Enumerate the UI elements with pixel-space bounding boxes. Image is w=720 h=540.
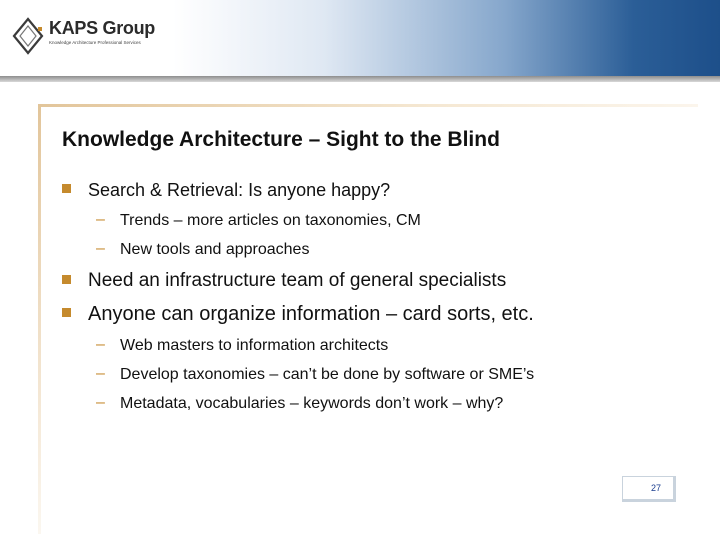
page-number: 27 [650, 483, 661, 493]
bullet-text: Need an infrastructure team of general specialists [88, 270, 507, 291]
square-bullet-icon [62, 308, 71, 317]
sub-bullet-text: Trends – more articles on taxonomies, CM [120, 212, 421, 229]
logo-tagline: Knowledge Architecture Professional Services [49, 40, 141, 45]
sub-bullet-text: New tools and approaches [120, 241, 310, 258]
slide-title: Knowledge Architecture – Sight to the Blind [62, 128, 500, 151]
dash-bullet-icon: – [96, 336, 105, 353]
company-logo [12, 14, 156, 64]
header-rule [0, 76, 720, 82]
square-bullet-icon [62, 184, 71, 193]
square-bullet-icon [62, 275, 71, 284]
dash-bullet-icon: – [96, 365, 105, 382]
sub-bullet-text: Web masters to information architects [120, 337, 389, 354]
sub-bullet-text: Develop taxonomies – can’t be done by software or SME’s [120, 366, 535, 383]
page-number-box [622, 476, 676, 502]
logo-name: KAPS Group [49, 18, 156, 38]
frame-top-rule [38, 104, 698, 107]
bullet-text: Search & Retrieval: Is anyone happy? [88, 180, 391, 200]
dash-bullet-icon: – [96, 211, 105, 228]
logo-mark-icon [12, 16, 46, 56]
frame-left-rule [38, 104, 41, 534]
sub-bullet-text: Metadata, vocabularies – keywords don’t work – why? [120, 395, 504, 412]
dash-bullet-icon: – [96, 240, 105, 257]
bullet-text: Anyone can organize information – card sorts, etc. [88, 303, 534, 325]
dash-bullet-icon: – [96, 394, 105, 411]
